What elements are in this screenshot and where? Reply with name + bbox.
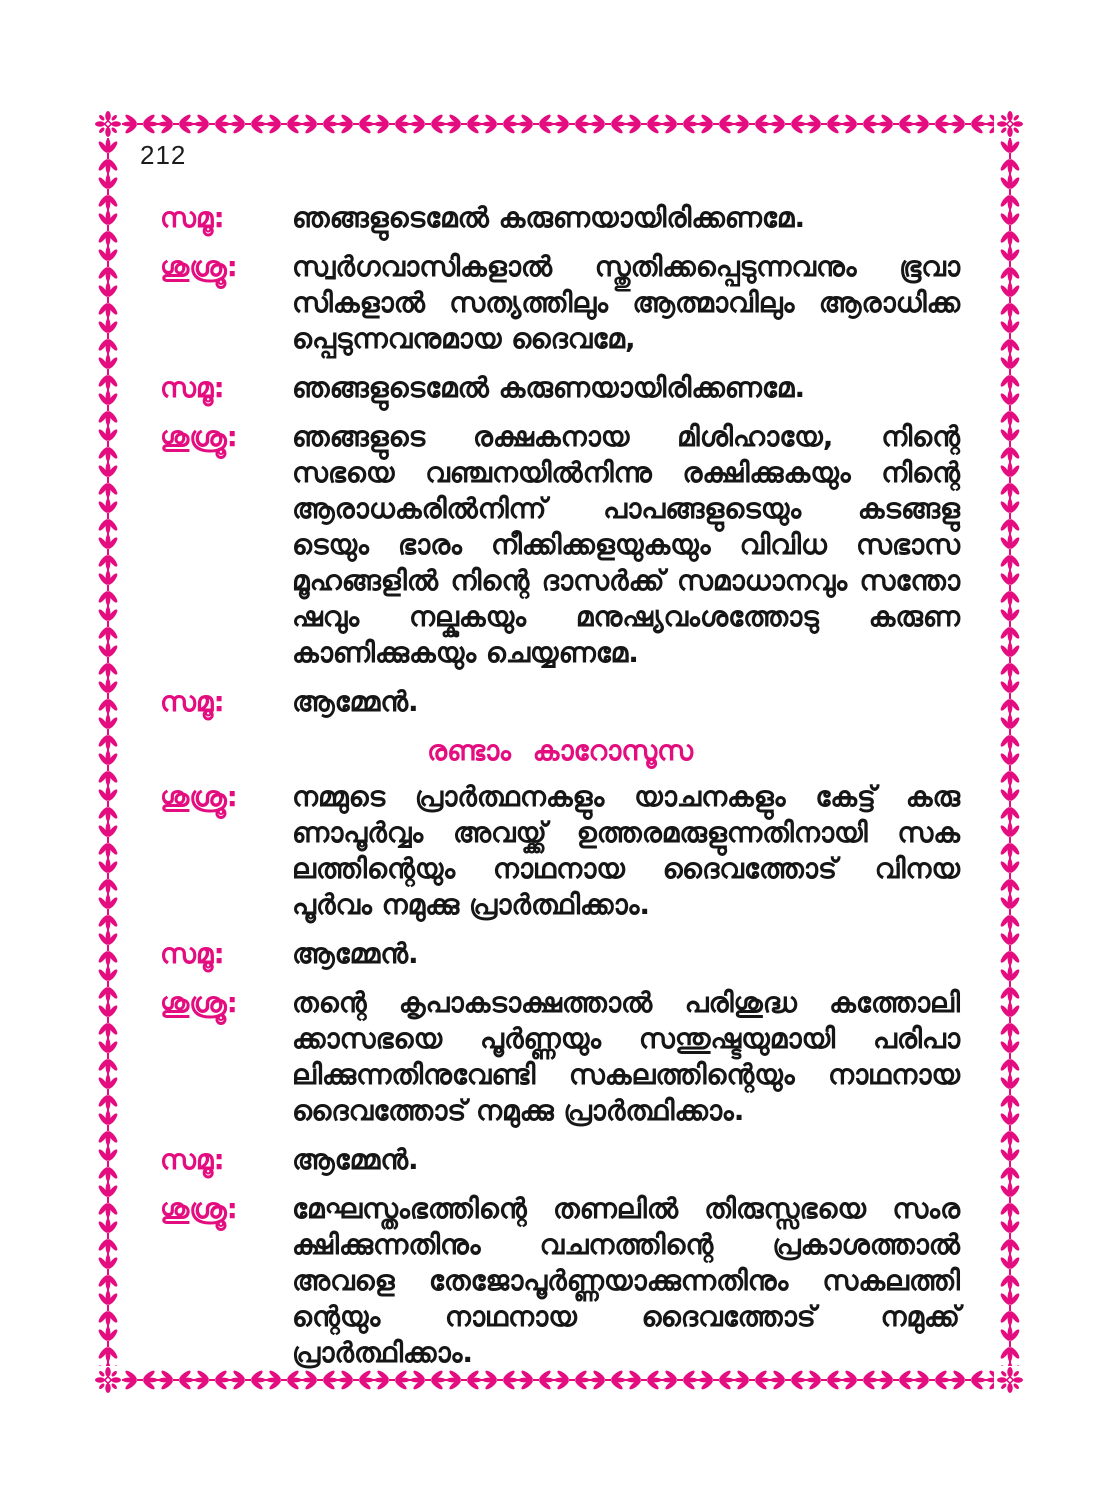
border-motif-icon [662, 110, 698, 138]
border-motif-icon [996, 246, 1024, 282]
border-motif-icon [986, 1366, 994, 1394]
border-motif-icon [698, 110, 734, 138]
border-motif-icon [94, 606, 122, 642]
dialogue-row [160, 985, 960, 1129]
border-motif-icon [842, 110, 878, 138]
speech-text [292, 370, 960, 406]
border-motif-icon [94, 1182, 122, 1218]
dialogue-row [160, 200, 960, 236]
dialogue-row [160, 1191, 960, 1371]
text-line: മൂഹങ്ങളിൽ നിന്റെ ദാസർക്ക് സമാധാനവും സന്തോ [292, 564, 960, 597]
text-line: നമ്മുടെ പ്രാർത്ഥനകളും യാചനകളും കേട്ട് കരു [292, 780, 960, 813]
border-motif-icon [590, 110, 626, 138]
page-number: 212 [140, 140, 187, 170]
speech-text [292, 1142, 960, 1178]
border-motif-icon [94, 282, 122, 318]
border-motif-icon [94, 498, 122, 534]
border-motif-icon [94, 210, 122, 246]
text-line: ആരാധകരിൽനിന്ന് പാപങ്ങളുടെയും കടങ്ങളു [292, 492, 960, 525]
border-motif-icon [996, 390, 1024, 426]
speaker-label: സമൂ: [160, 1143, 225, 1176]
decorative-border-right [996, 138, 1024, 1366]
corner-ornament-icon [94, 110, 122, 138]
border-motif-icon [626, 110, 662, 138]
text-line: മേഘസ്തംഭത്തിന്റെ തണലിൽ തിരുസ്സഭയെ സംര [292, 1192, 960, 1225]
border-motif-icon [230, 110, 266, 138]
border-motif-icon [94, 426, 122, 462]
dialogue-row [160, 936, 960, 972]
text-line: ആമ്മേൻ. [292, 1143, 419, 1176]
border-motif-icon [996, 174, 1024, 210]
speaker-label: ശുശ്രൂ: [160, 420, 238, 453]
border-motif-icon [94, 138, 122, 174]
speaker-label: ശുശ്രൂ: [160, 1192, 238, 1225]
speaker-label: സമൂ: [160, 685, 225, 718]
text-line: ദൈവത്തോട് നമുക്കു പ്രാർത്ഥിക്കാം. [292, 1094, 745, 1127]
border-motif-icon [374, 110, 410, 138]
border-motif-icon [996, 1218, 1024, 1254]
border-motif-icon [996, 1290, 1024, 1326]
border-motif-icon [996, 462, 1024, 498]
border-motif-icon [94, 1254, 122, 1290]
text-line: സഭയെ വഞ്ചനയിൽനിന്നു രക്ഷിക്കുകയും നിന്റെ [292, 456, 960, 489]
border-motif-icon [194, 110, 230, 138]
corner-ornament-icon [996, 110, 1024, 138]
border-motif-icon [806, 110, 842, 138]
text-line: ക്ഷിക്കുന്നതിനും വചനത്തിന്റെ പ്രകാശത്താൽ [292, 1228, 960, 1261]
decorative-border-left [94, 138, 122, 1366]
border-motif-icon [996, 1182, 1024, 1218]
speaker-label: സമൂ: [160, 201, 225, 234]
border-motif-icon [94, 930, 122, 966]
border-motif-icon [996, 966, 1024, 1002]
speech-text [292, 1191, 960, 1371]
speaker-label: ശുശ്രൂ: [160, 986, 238, 1019]
border-motif-icon [996, 714, 1024, 750]
border-motif-icon [734, 110, 770, 138]
border-motif-icon [996, 210, 1024, 246]
border-motif-icon [482, 110, 518, 138]
border-motif-icon [996, 570, 1024, 606]
text-line: പ്രാർത്ഥിക്കാം. [292, 1336, 473, 1369]
border-motif-icon [996, 642, 1024, 678]
text-line: ലത്തിന്റെയും നാഥനായ ദൈവത്തോട് വിനയ [292, 852, 960, 885]
dialogue-row [160, 1142, 960, 1178]
text-line: സ്വർഗവാസികളാൽ സ്തുതിക്കപ്പെടുന്നവനും ഭൂവാ [292, 250, 960, 283]
border-motif-icon [996, 1002, 1024, 1038]
dialogue-row [160, 370, 960, 406]
border-motif-icon [94, 174, 122, 210]
dialogue-row [160, 249, 960, 357]
border-motif-icon [94, 1110, 122, 1146]
speech-text [292, 419, 960, 671]
border-motif-icon [94, 966, 122, 1002]
speech-text [292, 779, 960, 923]
speech-text [292, 985, 960, 1129]
border-motif-icon [914, 110, 950, 138]
text-line: ക്കാസഭയെ പൂർണ്ണയും സന്തുഷ്ടയുമായി പരിപാ [292, 1022, 960, 1055]
border-motif-icon [94, 1038, 122, 1074]
text-line: ന്റെയും നാഥനായ ദൈവത്തോട് നമുക്ക് [292, 1300, 960, 1333]
border-motif-icon [996, 1326, 1024, 1362]
border-motif-icon [996, 894, 1024, 930]
speaker-label: ശുശ്രൂ: [160, 250, 238, 283]
border-motif-icon [410, 110, 446, 138]
border-motif-icon [94, 678, 122, 714]
border-motif-icon [94, 462, 122, 498]
border-motif-icon [122, 1366, 158, 1394]
border-motif-icon [94, 354, 122, 390]
text-line: കാണിക്കുകയും ചെയ്യണമേ. [292, 636, 639, 669]
border-motif-icon [446, 110, 482, 138]
border-motif-icon [996, 498, 1024, 534]
border-motif-icon [302, 110, 338, 138]
decorative-border-top [122, 110, 994, 138]
corner-ornament-icon [94, 1366, 122, 1394]
border-motif-icon [770, 110, 806, 138]
text-line: ലിക്കുന്നതിനുവേണ്ടി സകലത്തിന്റെയും നാഥനായ [292, 1058, 960, 1091]
border-motif-icon [996, 318, 1024, 354]
speech-text [292, 684, 960, 720]
text-line: ടെയും ഭാരം നീക്കിക്കളയുകയും വിവിധ സഭാസ [292, 528, 960, 561]
border-motif-icon [996, 534, 1024, 570]
border-motif-icon [94, 1218, 122, 1254]
border-motif-icon [94, 858, 122, 894]
border-motif-icon [518, 110, 554, 138]
border-motif-icon [94, 390, 122, 426]
text-line: ആമ്മേൻ. [292, 937, 419, 970]
section-heading: രണ്ടാം കാറോസൂസ [427, 734, 693, 767]
border-motif-icon [158, 110, 194, 138]
dialogue-row [160, 684, 960, 720]
border-motif-icon [996, 750, 1024, 786]
border-motif-icon [94, 1326, 122, 1362]
border-motif-icon [94, 1074, 122, 1110]
speaker-label: സമൂ: [160, 371, 225, 404]
corner-ornament-icon [996, 1366, 1024, 1394]
text-line: ആമ്മേൻ. [292, 685, 419, 718]
dialogue-row [160, 419, 960, 671]
text-line: പൂർവം നമുക്കു പ്രാർത്ഥിക്കാം. [292, 888, 650, 921]
speech-text [292, 200, 960, 236]
border-motif-icon [94, 894, 122, 930]
text-line: ഞങ്ങളുടെമേൽ കരുണയായിരിക്കണമേ. [292, 371, 806, 404]
speaker-label: ശുശ്രൂ: [160, 780, 238, 813]
border-motif-icon [996, 1254, 1024, 1290]
border-motif-icon [996, 930, 1024, 966]
border-motif-icon [94, 822, 122, 858]
border-motif-icon [996, 858, 1024, 894]
border-motif-icon [94, 1002, 122, 1038]
text-line: ഞങ്ങളുടെ രക്ഷകനായ മിശിഹായേ, നിന്റെ [292, 420, 960, 453]
border-motif-icon [94, 1146, 122, 1182]
border-motif-icon [94, 570, 122, 606]
border-motif-icon [94, 714, 122, 750]
border-motif-icon [122, 110, 158, 138]
speaker-label: സമൂ: [160, 937, 225, 970]
border-motif-icon [996, 1146, 1024, 1182]
border-motif-icon [94, 534, 122, 570]
border-motif-icon [996, 282, 1024, 318]
speech-text [292, 249, 960, 357]
border-motif-icon [554, 110, 590, 138]
border-motif-icon [338, 110, 374, 138]
border-motif-icon [94, 786, 122, 822]
text-line: തന്റെ കൃപാകടാക്ഷത്താൽ പരിശുദ്ധ കത്തോലി [292, 986, 960, 1019]
border-motif-icon [996, 678, 1024, 714]
speech-text [292, 936, 960, 972]
border-motif-icon [266, 110, 302, 138]
border-motif-icon [94, 246, 122, 282]
border-motif-icon [950, 110, 986, 138]
border-motif-icon [94, 750, 122, 786]
border-motif-icon [996, 822, 1024, 858]
text-line: സികളാൽ സത്യത്തിലും ആത്മാവിലും ആരാധിക്ക [292, 286, 960, 319]
text-line: ണാപൂർവ്വം അവയ്ക്ക് ഉത്തരമരുളുന്നതിനായി സക [292, 816, 960, 849]
border-motif-icon [996, 1038, 1024, 1074]
border-motif-icon [996, 1110, 1024, 1146]
border-motif-icon [996, 138, 1024, 174]
text-line: ഷവും നല്കുകയും മനുഷ്യവംശത്തോടു കരുണ [292, 600, 960, 633]
dialogue-row [160, 779, 960, 923]
border-motif-icon [996, 786, 1024, 822]
border-motif-icon [94, 318, 122, 354]
border-motif-icon [996, 1074, 1024, 1110]
border-motif-icon [878, 110, 914, 138]
border-motif-icon [996, 606, 1024, 642]
border-motif-icon [996, 354, 1024, 390]
border-motif-icon [94, 1290, 122, 1326]
border-motif-icon [996, 426, 1024, 462]
border-motif-icon [986, 110, 994, 138]
border-motif-icon [94, 642, 122, 678]
dialogue-container [160, 200, 960, 1384]
text-line: പ്പെടുന്നവനുമായ ദൈവമേ, [292, 322, 636, 355]
text-line: അവളെ തേജോപൂർണ്ണയാക്കുന്നതിനും സകലത്തി [292, 1264, 960, 1297]
text-line: ഞങ്ങളുടെമേൽ കരുണയായിരിക്കണമേ. [292, 201, 806, 234]
